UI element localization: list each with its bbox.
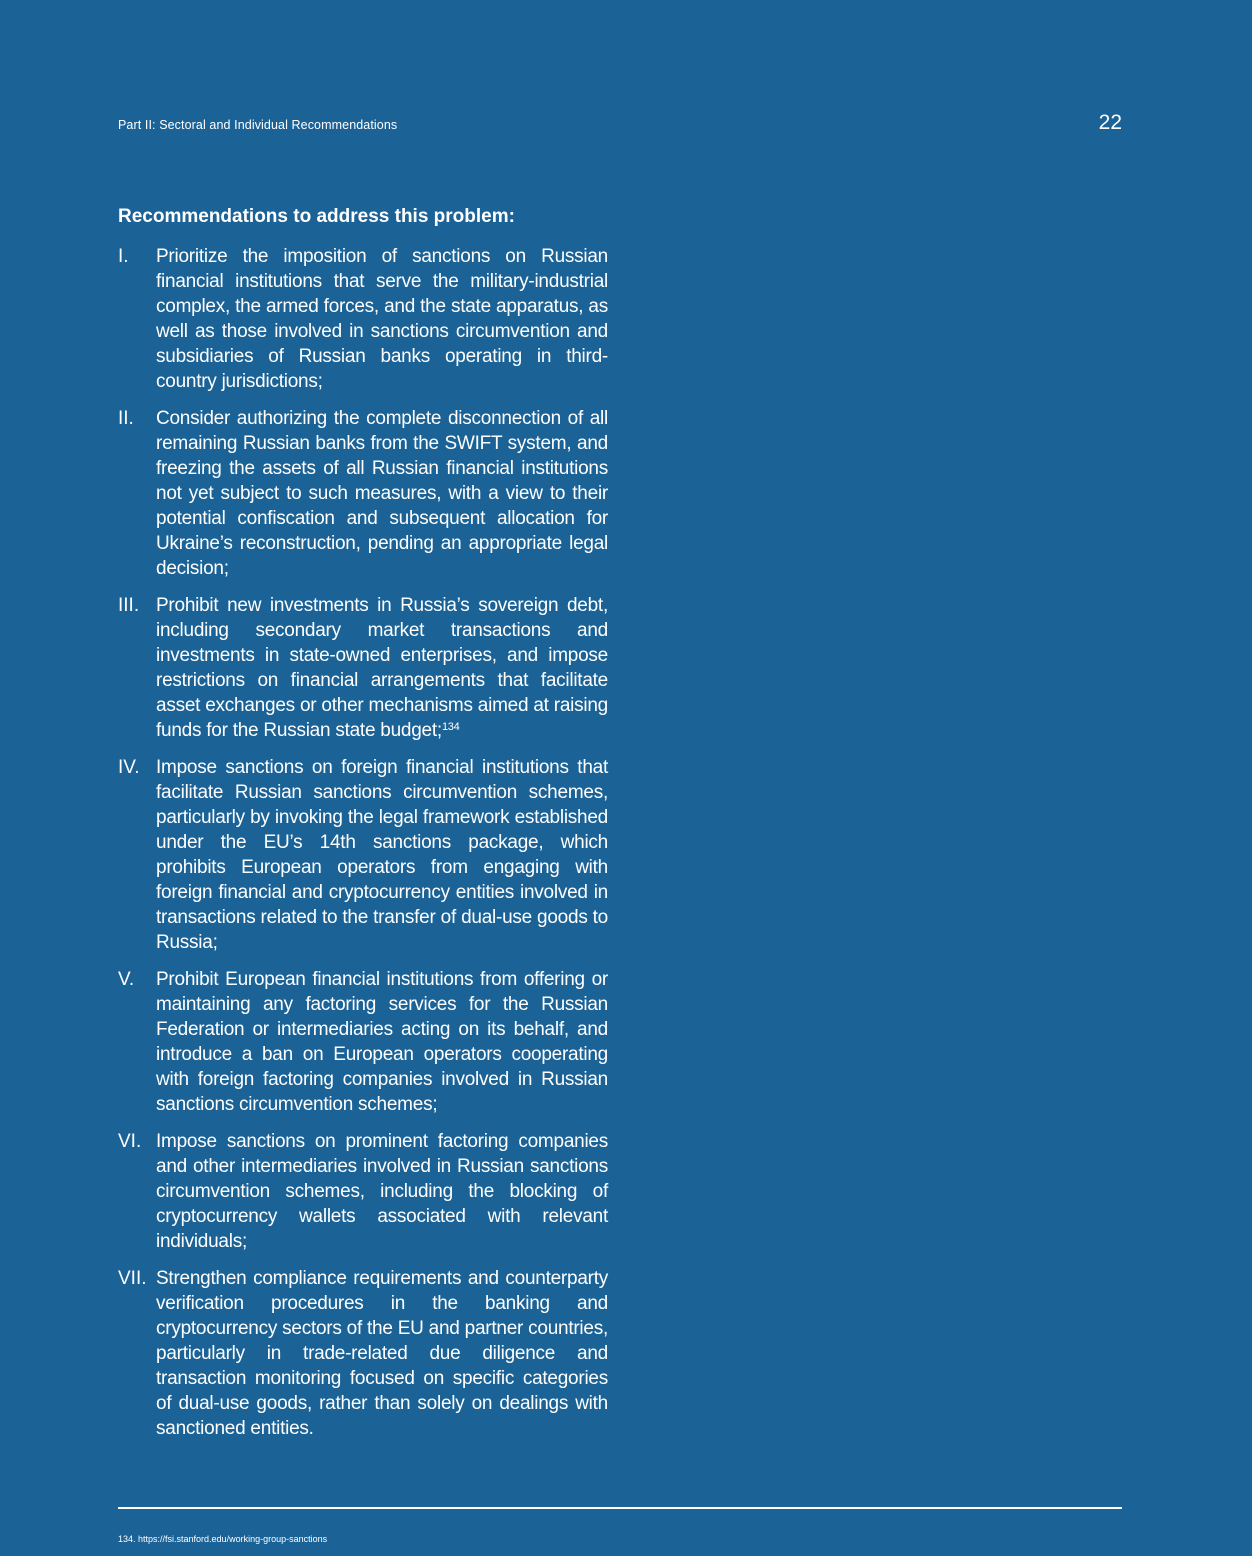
page-number: 22: [1098, 111, 1122, 134]
recommendation-item: [118, 755, 608, 955]
recommendation-item: [118, 244, 608, 394]
recommendation-numeral: I.: [118, 246, 129, 267]
recommendation-item: [118, 967, 608, 1117]
main-content: [118, 203, 608, 1453]
section-heading: Recommendations to address this problem:: [118, 206, 515, 227]
recommendation-numeral: IV.: [118, 757, 140, 778]
recommendation-item: [118, 1266, 608, 1441]
recommendation-numeral: VII.: [118, 1268, 147, 1289]
recommendation-item: [118, 1129, 608, 1254]
recommendation-text: Prohibit new investments in Russia’s sovereign debt, including secondary market transactions and investments in state-owned enterprises, and impose restrictions on financial arrangements that facilitate asset exchanges or other mechanisms aimed at raising funds for the Russian state budget;: [156, 595, 608, 741]
footnote-reference[interactable]: 134: [441, 721, 460, 733]
recommendation-text: Prohibit European financial institutions from offering or maintaining any factoring services for the Russian Federation or intermediaries acting on its behalf, and introduce a ban on European operators cooperating with foreign factoring companies involved in Russian sanctions circumvention schemes;: [156, 969, 608, 1115]
recommendation-numeral: II.: [118, 408, 134, 429]
recommendation-numeral: III.: [118, 595, 140, 616]
recommendation-item: [118, 406, 608, 581]
recommendation-text: Impose sanctions on foreign financial institutions that facilitate Russian sanctions circumvention schemes, particularly by invoking the legal framework established under the EU’s 14th sanctions package, which prohibits European operators from engaging with foreign financial and cryptocurrency entities involved in transactions related to the transfer of dual-use goods to Russia;: [156, 757, 608, 953]
recommendation-text-with-footnote: [156, 593, 608, 743]
recommendation-numeral: VI.: [118, 1131, 142, 1152]
recommendations-list: [118, 244, 608, 1441]
running-header: Part II: Sectoral and Individual Recommendations: [118, 118, 398, 132]
recommendation-item: [118, 593, 608, 743]
recommendation-text: Impose sanctions on prominent factoring companies and other intermediaries involved in Russian sanctions circumvention schemes, including the blocking of cryptocurrency wallets associated with relevant individuals;: [156, 1131, 608, 1252]
recommendation-numeral: V.: [118, 969, 135, 990]
recommendation-text: Strengthen compliance requirements and counterparty verification procedures in the banking and cryptocurrency sectors of the EU and partner countries, particularly in trade-related due diligence and transaction monitoring focused on specific categories of dual-use goods, rather than solely on dealings with sanctioned entities.: [156, 1268, 608, 1439]
recommendation-text: Prioritize the imposition of sanctions on Russian financial institutions that serve the military-industrial complex, the armed forces, and the state apparatus, as well as those involved in sanctions circumvention and subsidiaries of Russian banks operating in third-country jurisdictions;: [156, 246, 608, 392]
footnote[interactable]: 134. https://fsi.stanford.edu/working-group-sanctions: [118, 1534, 328, 1544]
recommendation-text: Consider authorizing the complete disconnection of all remaining Russian banks from the SWIFT system, and freezing the assets of all Russian financial institutions not yet subject to such measures, with a view to their potential confiscation and subsequent allocation for Ukraine’s reconstruction, pending an appropriate legal decision;: [156, 408, 608, 579]
footnote-divider: [118, 1507, 1122, 1509]
